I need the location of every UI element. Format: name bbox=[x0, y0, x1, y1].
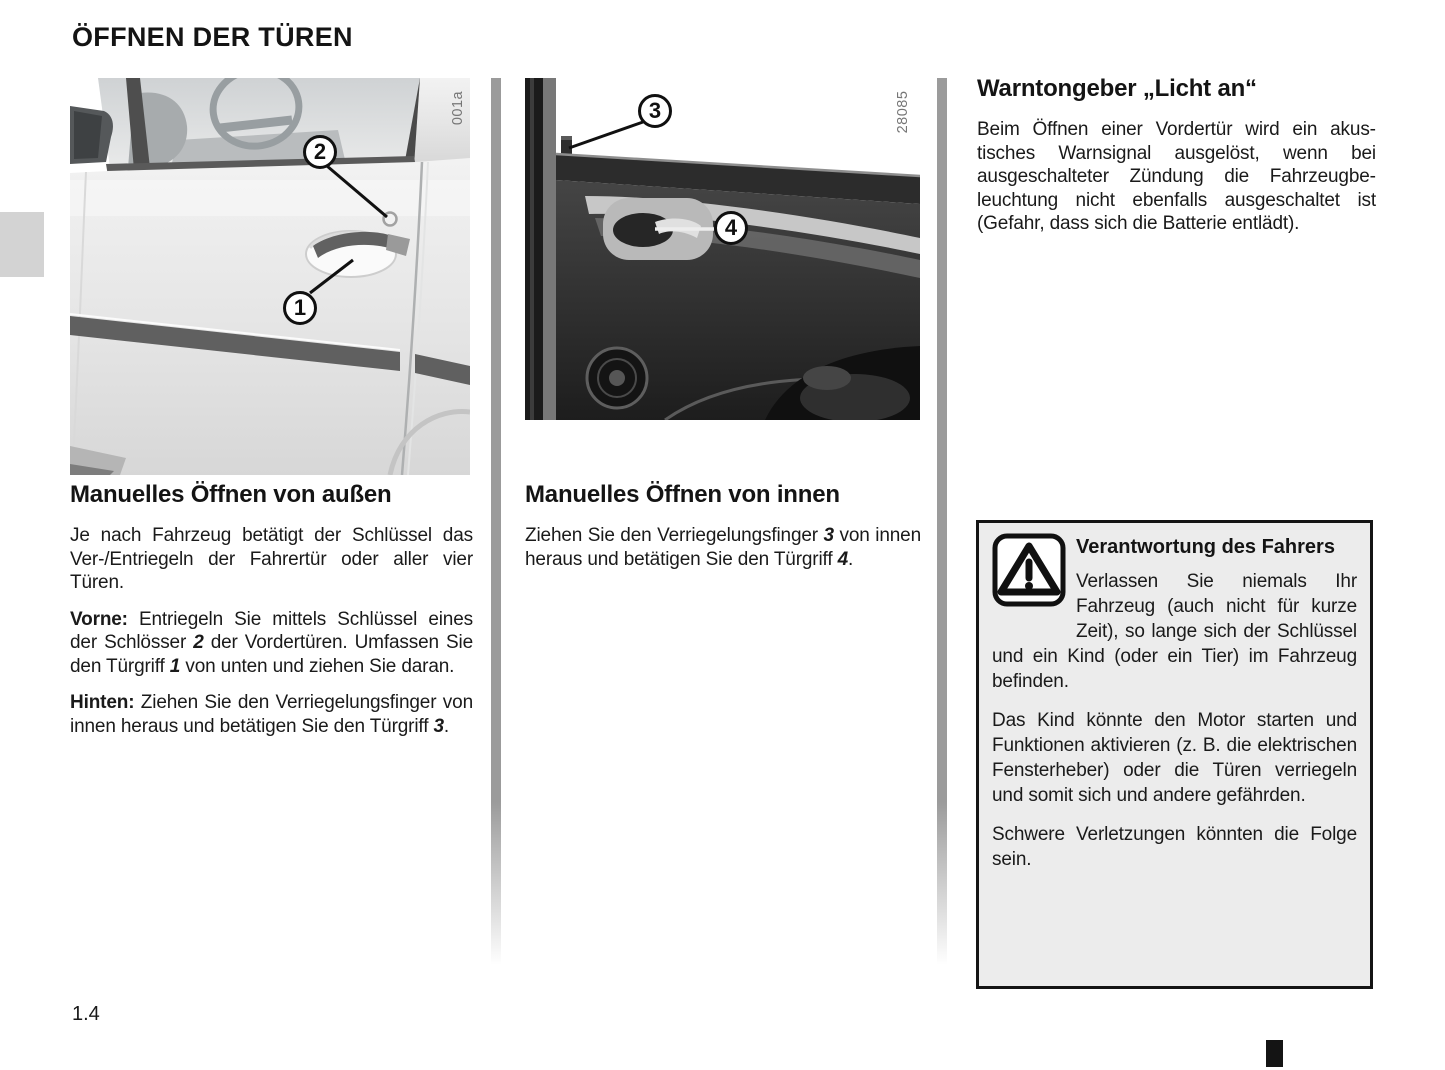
ref-number-4: 4 bbox=[837, 548, 849, 570]
figure-reference-label: 28085 bbox=[895, 90, 911, 134]
ref-number-3: 3 bbox=[823, 525, 834, 546]
label-hinten: Hinten: bbox=[70, 692, 135, 713]
callout-4 bbox=[714, 211, 748, 245]
figure-interior-door bbox=[525, 78, 920, 420]
section-heading-buzzer: Warntongeber „Licht an“ bbox=[977, 75, 1257, 102]
warning-paragraph-3: Schwere Verletzungen könnten die Folge sein. bbox=[992, 824, 1357, 870]
paragraph-rear-doors: Hinten: Ziehen Sie den Verriegelungsfinger von innen heraus und betätigen Sie den Türgriff 3. bbox=[70, 692, 473, 737]
chapter-tab-marker bbox=[0, 212, 44, 277]
figure-reference-label: 001a bbox=[450, 90, 466, 126]
warning-paragraph-1: Verlassen Sie niemals Ihr Fahrzeug (auch nicht für kurze Zeit), so lange sich der Schlüssel und ein Kind (oder ein Tier) im Fahrzeug befinden. bbox=[992, 571, 1357, 692]
callout-3 bbox=[638, 94, 672, 128]
paragraph-buzzer: Beim Öffnen einer Vordertür wird ein akustisches Warnsignal ausgelöst, wenn bei ausgeschalteter Zündung die Fahrzeugbeleuchtung nicht ebenfalls ausgeschaltet ist (Gefahr, dass sich die Batterie entlädt). bbox=[977, 119, 1376, 234]
ref-number-1: 1 bbox=[169, 655, 181, 677]
ref-number-3: 3 bbox=[433, 715, 444, 737]
paragraph-inside-opening: Ziehen Sie den Verriegelungsfinger 3 von innen heraus und betätigen Sie den Türgriff 4. bbox=[525, 525, 921, 570]
callout-3-number: 3 bbox=[648, 98, 662, 123]
warning-paragraph-2: Das Kind könnte den Motor starten und Funktionen aktivieren (z. B. die elektrischen Fensterheber) oder die Türen verriegeln und somit sich und andere gefährden. bbox=[992, 710, 1357, 806]
warning-box bbox=[976, 520, 1373, 989]
exterior-door-illustration bbox=[70, 78, 470, 475]
column-divider-right bbox=[937, 78, 947, 983]
label-vorne: Vorne: bbox=[70, 608, 128, 630]
callout-2-number: 2 bbox=[313, 139, 327, 164]
warning-triangle-icon bbox=[992, 533, 1076, 633]
callout-2 bbox=[303, 135, 337, 169]
paragraph-key-locking: Je nach Fahrzeug betätigt der Schlüssel das Ver-/Entriegeln der Fahrertür oder aller vier Türen. bbox=[70, 525, 473, 593]
section-heading-inside: Manuelles Öffnen von innen bbox=[525, 481, 840, 508]
page-title: ÖFFNEN DER TÜREN bbox=[72, 22, 353, 52]
section-end-mark bbox=[1266, 1040, 1283, 1067]
ref-number-2: 2 bbox=[193, 632, 204, 653]
interior-door-illustration bbox=[525, 78, 920, 420]
page-number: 1.4 bbox=[72, 1003, 100, 1025]
callout-4-number: 4 bbox=[724, 215, 738, 240]
paragraph-front-doors: Vorne: Entriegeln Sie mittels Schlüssel eines der Schlösser 2 der Vordertüren. Umfassen Sie den Türgriff 1 von unten und ziehen Sie daran. bbox=[70, 608, 473, 677]
warning-box-title: Verantwortung des Fahrers bbox=[1076, 536, 1335, 558]
section-open-outside bbox=[70, 481, 473, 738]
section-open-inside bbox=[525, 481, 921, 571]
section-buzzer bbox=[977, 75, 1376, 236]
callout-1-number: 1 bbox=[293, 295, 307, 320]
figure-exterior-door bbox=[70, 78, 470, 475]
column-divider-left bbox=[491, 78, 501, 983]
section-heading-outside: Manuelles Öffnen von außen bbox=[70, 481, 392, 508]
callout-1 bbox=[283, 291, 317, 325]
